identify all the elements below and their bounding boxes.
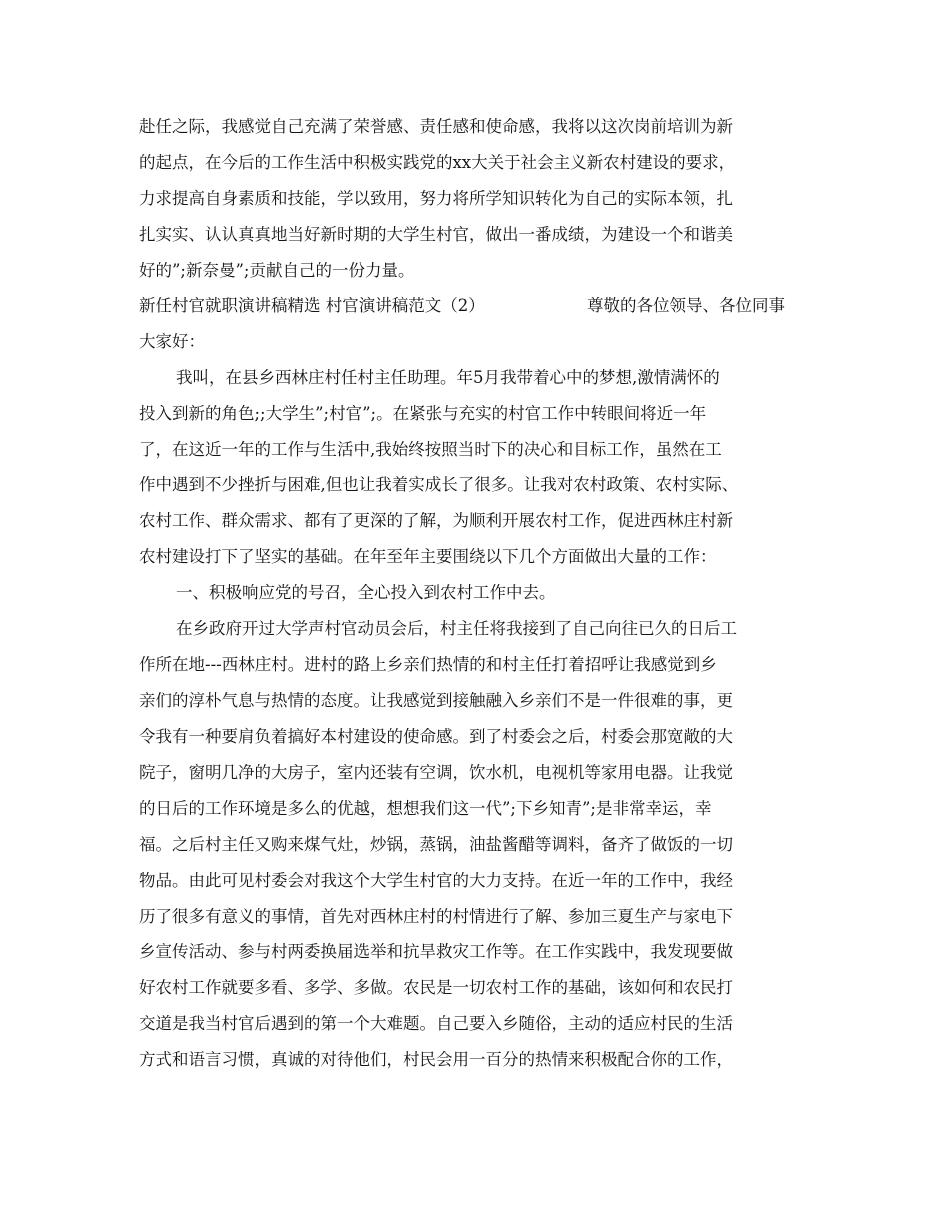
text-line: 作中遇到不少挫折与困难,但也让我着实成长了很多。让我对农村政策、农村实际、 [139, 475, 739, 494]
text-line: 扎实实、认认真真地当好新时期的大学生村官，做出一番成绩，为建设一个和谐美 [139, 225, 733, 244]
text-line: 亲们的淳朴气息与热情的态度。让我感觉到接触融入乡亲们不是一件很难的事，更 [139, 691, 733, 710]
text-line: 的起点，在今后的工作生活中积极实践党的xx大关于社会主义新农村建设的要求， [139, 153, 736, 172]
text-line: 交道是我当村官后遇到的第一个大难题。自己要入乡随俗，主动的适应村民的生活 [139, 1014, 733, 1033]
text-line: 令我有一种要肩负着搞好本村建设的使命感。到了村委会之后，村委会那宽敞的大 [139, 727, 733, 746]
text-line: 农村建设打下了坚实的基础。在年至年主要围绕以下几个方面做出大量的工作： [139, 547, 717, 566]
section-point-heading: 一、积极响应党的号召，全心投入到农村工作中去。 [176, 583, 556, 602]
text-line: 院子，窗明几净的大房子，室内还装有空调，饮水机，电视机等家用电器。让我觉 [139, 763, 733, 782]
text-line: 方式和语言习惯，真诚的对待他们，村民会用一百分的热情来积极配合你的工作， [139, 1050, 733, 1069]
text-line: 好的”;新奈曼”;贡献自己的一份力量。 [139, 261, 415, 280]
greeting: 大家好： [139, 332, 205, 351]
text-line: 投入到新的角色;;大学生”;村官”;。在紧张与充实的村官工作中转眼间将近一年 [139, 404, 707, 423]
text-line: 在乡政府开过大学声村官动员会后，村主任将我接到了自己向往已久的日后工 [176, 619, 737, 638]
text-line: 作所在地---西林庄村。进村的路上乡亲们热情的和村主任打着招呼让我感觉到乡 [139, 655, 717, 674]
text-line: 福。之后村主任又购来煤气灶，炒锅，蒸锅，油盐酱醋等调料，备齐了做饭的一切 [139, 835, 733, 854]
text-line: 赴任之际，我感觉自己充满了荣誉感、责任感和使命感，我将以这次岗前培训为新 [139, 117, 733, 136]
text-line: 的日后的工作环境是多么的优越，想想我们这一代”;下乡知青”;是非常幸运，幸 [139, 799, 712, 818]
text-line: 农村工作、群众需求、都有了更深的了解，为顺利开展农村工作，促进西林庄村新 [139, 511, 733, 530]
text-line: 我叫，在县乡西林庄村任村主任助理。年5月我带着心中的梦想,激情满怀的 [176, 368, 720, 387]
text-line: 物品。由此可见村委会对我这个大学生村官的大力支持。在近一年的工作中，我经 [139, 871, 733, 890]
text-line: 乡宣传活动、参与村两委换届选举和抗旱救灾工作等。在工作实践中，我发现要做 [139, 942, 733, 961]
section-heading: 新任村官就职演讲稿精选 村官演讲稿范文（2） [139, 296, 485, 315]
text-line: 力求提高自身素质和技能，学以致用，努力将所学知识转化为自己的实际本领，扎 [139, 189, 733, 208]
salutation: 尊敬的各位领导、各位同事 [587, 296, 785, 315]
text-line: 好农村工作就要多看、多学、多做。农民是一切农村工作的基础，该如何和农民打 [139, 978, 733, 997]
text-line: 了，在这近一年的工作与生活中,我始终按照当时下的决心和目标工作，虽然在工 [139, 440, 722, 459]
text-line: 历了很多有意义的事情，首先对西林庄村的村情进行了解、参加三夏生产与家电下 [139, 907, 733, 926]
